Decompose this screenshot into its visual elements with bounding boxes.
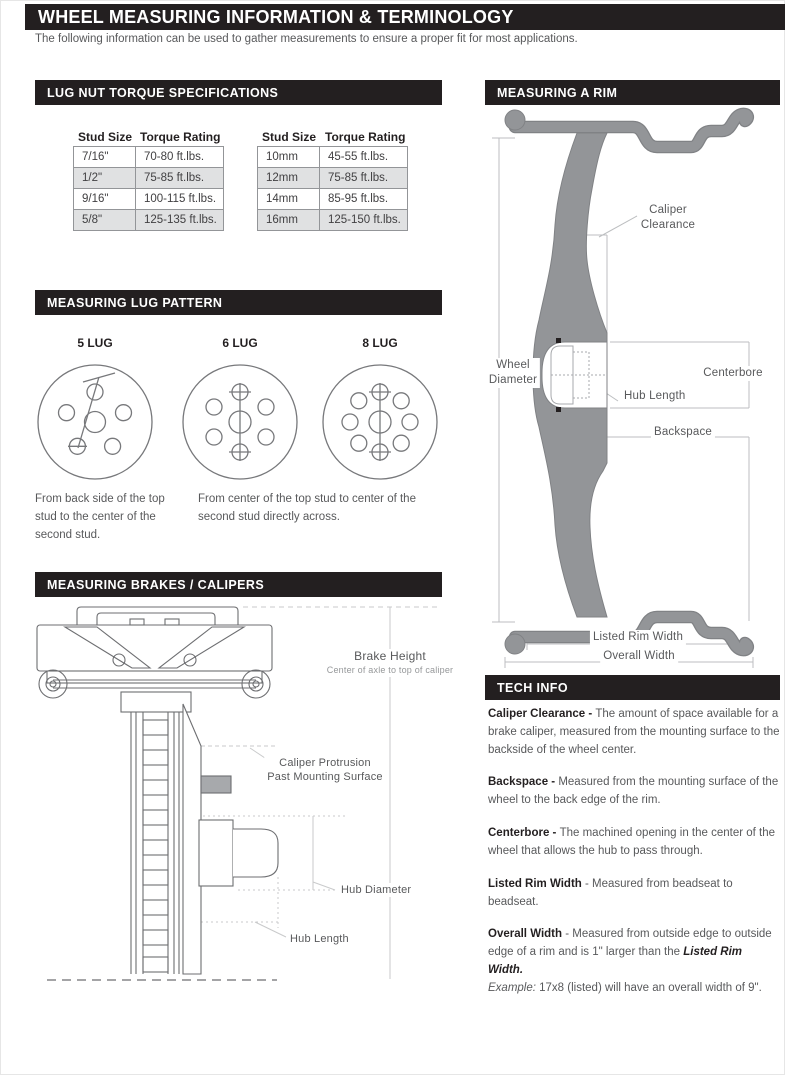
label-line: Clearance: [640, 218, 696, 231]
label-hub-length-brake: Hub Length: [287, 932, 352, 946]
rim-lip-top: [505, 110, 525, 130]
caption-5-lug: From back side of the top stud to the center of the second stud.: [35, 493, 165, 541]
section-header-lug-pattern: MEASURING LUG PATTERN: [35, 290, 442, 315]
lug-circle-5: [38, 365, 152, 479]
torque-table-metric: [257, 146, 408, 231]
torque-rating-cell: 70-80 ft.lbs.: [136, 147, 224, 168]
table-metric-col-torque: Torque Rating: [325, 130, 406, 144]
lug-pattern-label-5: 5 LUG: [77, 336, 113, 350]
section-header-rim: MEASURING A RIM: [485, 80, 780, 105]
table-metric-col-stud: Stud Size: [262, 130, 317, 144]
definition: - Measured from outside edge to outside edge of a rim and is 1" larger than the: [488, 928, 772, 959]
section-header-torque: LUG NUT TORQUE SPECIFICATIONS: [35, 80, 442, 105]
definition: Measured from the mounting surface of the wheel to the back edge of the rim.: [488, 776, 779, 807]
label-line: Past Mounting Surface: [267, 771, 383, 784]
term: Centerbore -: [488, 827, 560, 840]
lug-circle-6: [183, 365, 297, 479]
lug-circle-8: [323, 365, 437, 479]
table-row: [74, 189, 224, 210]
label-brake-height: Brake Height: [351, 649, 429, 665]
label-caliper-clearance: [638, 203, 698, 233]
table-sae-col-stud: Stud Size: [78, 130, 133, 144]
definition-emphasis: Listed Rim Width.: [488, 946, 743, 976]
label-line: Caliper: [649, 204, 687, 216]
table-row: [74, 147, 224, 168]
rotor-and-hub: [131, 704, 278, 974]
label-hub-length-rim: Hub Length: [621, 389, 688, 404]
definition: The machined opening in the center of the wheel that allows the hub to pass through.: [488, 827, 776, 857]
table-row: [258, 168, 408, 189]
stud-size-cell: 10mm: [258, 147, 320, 168]
term: Listed Rim Width: [488, 877, 582, 890]
torque-rating-cell: 75-85 ft.lbs.: [136, 168, 224, 189]
tech-info-list: [488, 706, 780, 1013]
stud-size-cell: 9/16": [74, 189, 136, 210]
definition: The amount of space available for a brake caliper, measured from the mounting surface to the backside of the wheel center.: [488, 708, 780, 756]
torque-rating-cell: 45-55 ft.lbs.: [320, 147, 408, 168]
label-line: Wheel: [496, 359, 530, 371]
hub-body: [199, 820, 233, 886]
label-hub-diameter: Hub Diameter: [338, 883, 414, 897]
caliper-assembly: [37, 607, 272, 712]
table-row: [258, 210, 408, 231]
table-sae-col-torque: Torque Rating: [140, 130, 221, 144]
backside-tangent-line: [83, 373, 115, 382]
tech-entry-listed-rim-width: [488, 876, 780, 912]
term: Caliper Clearance -: [488, 708, 596, 720]
stud-size-cell: 12mm: [258, 168, 320, 189]
torque-table-sae: [73, 146, 224, 231]
caption-6-8-lug: From center of the top stud to center of the second stud directly across.: [198, 493, 416, 523]
example-label: Example:: [488, 981, 536, 994]
stud-size-cell: 7/16": [74, 147, 136, 168]
tech-entry-centerbore: [488, 825, 780, 861]
label-caliper-protrusion: [264, 756, 385, 785]
label-wheel-diameter: [486, 358, 540, 388]
label-listed-rim-width: Listed Rim Width: [590, 630, 686, 645]
stud-size-cell: 16mm: [258, 210, 320, 231]
page-subtitle: The following information can be used to gather measurements to ensure a proper fit for most applications.: [35, 33, 578, 45]
term: Overall Width: [488, 928, 563, 941]
rim-top-flange: [515, 114, 748, 147]
label-centerbore: Centerbore: [700, 366, 766, 381]
tech-entry-caliper-clearance: [488, 706, 780, 759]
section-header-tech-info: TECH INFO: [485, 675, 780, 700]
term: Backspace -: [488, 776, 559, 789]
rim-lip-bottom: [505, 634, 525, 654]
table-row: [258, 189, 408, 210]
table-row: [74, 210, 224, 231]
torque-rating-cell: 125-135 ft.lbs.: [136, 210, 224, 231]
wheel-stud: [201, 776, 231, 793]
label-backspace: Backspace: [651, 425, 715, 440]
torque-rating-cell: 75-85 ft.lbs.: [320, 168, 408, 189]
definition: - Measured from beadseat to beadseat.: [488, 877, 733, 908]
bead-mark: [556, 407, 561, 412]
stud-size-cell: 1/2": [74, 168, 136, 189]
stud-size-cell: 5/8": [74, 210, 136, 231]
rim-profile: [505, 110, 748, 654]
table-row: [74, 168, 224, 189]
label-overall-width: Overall Width: [600, 649, 678, 664]
hub-cap: [233, 829, 278, 877]
torque-rating-cell: 100-115 ft.lbs.: [136, 189, 224, 210]
bead-mark: [556, 338, 561, 343]
lug-pattern-diagram: [35, 358, 445, 490]
lug-pattern-label-6: 6 LUG: [222, 336, 258, 350]
table-row: [258, 147, 408, 168]
label-line: Caliper Protrusion: [279, 757, 371, 769]
tech-entry-overall-width: [488, 926, 780, 997]
stud-size-cell: 14mm: [258, 189, 320, 210]
torque-rating-cell: 125-150 ft.lbs.: [320, 210, 408, 231]
example-text: 17x8 (listed) will have an overall width of 9".: [535, 981, 762, 994]
torque-rating-cell: 85-95 ft.lbs.: [320, 189, 408, 210]
lug-pattern-label-8: 8 LUG: [362, 336, 398, 350]
tech-entry-backspace: [488, 774, 780, 810]
label-line: Diameter: [488, 373, 538, 386]
section-header-brakes: MEASURING BRAKES / CALIPERS: [35, 572, 442, 597]
page-title: WHEEL MEASURING INFORMATION & TERMINOLOGY: [25, 4, 785, 30]
label-brake-height-sub: Center of axle to top of caliper: [324, 665, 456, 677]
